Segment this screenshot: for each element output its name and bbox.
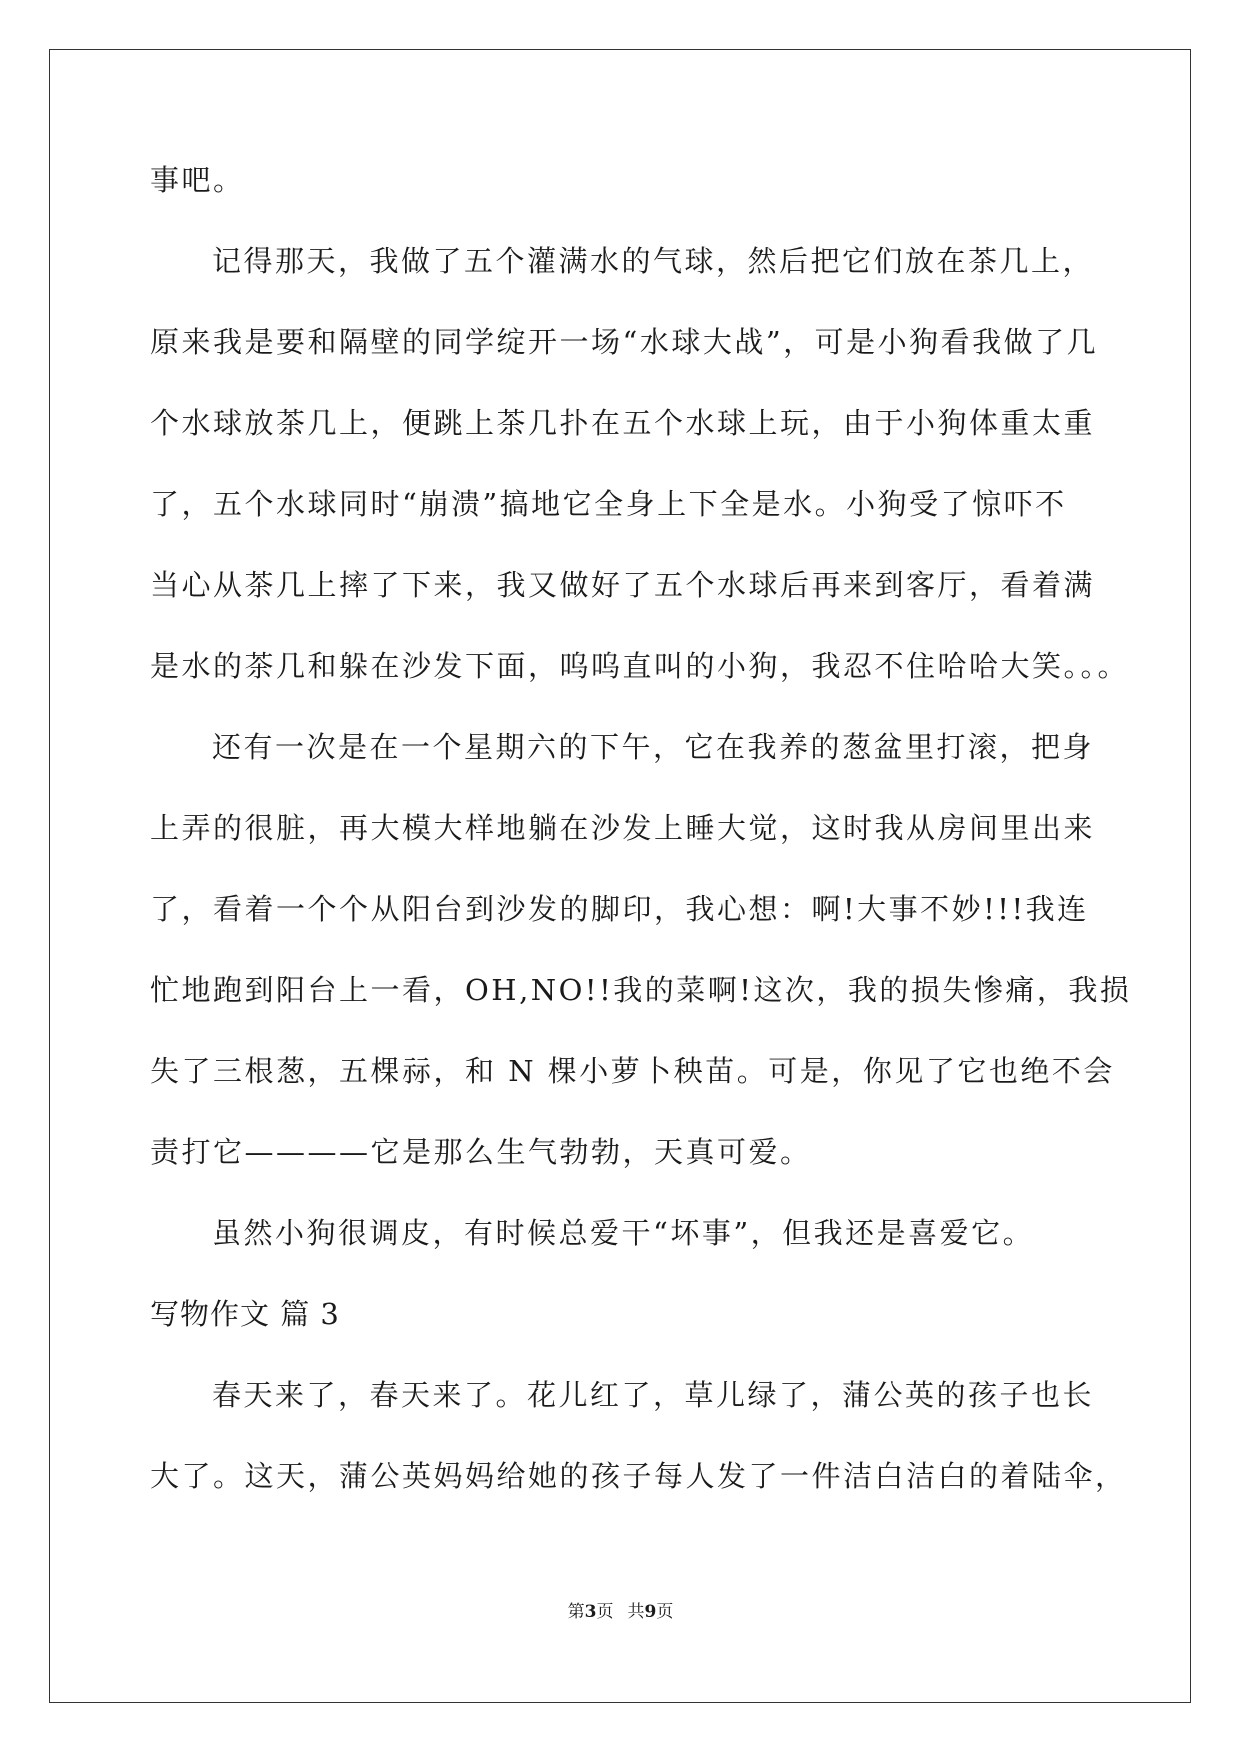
text-line: 责打它————它是那么生气勃勃，天真可爱。: [150, 1135, 812, 1169]
text-line: 忙地跑到阳台上一看，OH,NO!!我的菜啊!这次，我的损失惨痛，我损: [150, 973, 1132, 1007]
paragraph-start-line: 虽然小狗很调皮，有时候总爱干“坏事”，但我还是喜爱它。: [212, 1216, 1035, 1250]
paragraph-start-line: 还有一次是在一个星期六的下午，它在我养的葱盆里打滚，把身: [212, 730, 1095, 764]
page-number-suffix: 页: [596, 1602, 614, 1622]
page-footer: [0, 1602, 1241, 1622]
total-pages-prefix: 共: [627, 1602, 645, 1622]
text-line: 失了三根葱，五棵祘，和 N 棵小萝卜秧苗。可是，你见了它也绝不会: [150, 1054, 1115, 1088]
document-body: [150, 160, 1132, 1537]
text-line: 了，看着一个个从阳台到沙发的脚印，我心想：啊!大事不妙!!!我连: [150, 892, 1089, 926]
text-line: 上弄的很脏，再大模大样地躺在沙发上睡大觉，这时我从房间里出来: [150, 811, 1096, 845]
section-heading: 写物作文 篇 3: [150, 1297, 340, 1331]
text-line: 大了。这天，蒲公英妈妈给她的孩子每人发了一件洁白洁白的着陆伞，: [150, 1459, 1127, 1493]
current-page-number: 3: [584, 1602, 597, 1622]
total-pages-suffix: 页: [656, 1602, 674, 1622]
text-line: 个水球放茶几上，便跳上茶几扑在五个水球上玩，由于小狗体重太重: [150, 406, 1096, 440]
text-line: 是水的茶几和躲在沙发下面，呜呜直叫的小狗，我忍不住哈哈大笑。。。: [150, 649, 1130, 683]
paragraph-start-line: 记得那天，我做了五个灌满水的气球，然后把它们放在茶几上，: [212, 244, 1095, 278]
total-pages-number: 9: [644, 1602, 657, 1622]
text-line: 了，五个水球同时“崩溃”搞地它全身上下全是水。小狗受了惊吓不: [150, 487, 1067, 521]
text-line: 事吧。: [150, 163, 245, 197]
paragraph-start-line: 春天来了，春天来了。花儿红了，草儿绿了，蒲公英的孩子也长: [212, 1378, 1095, 1412]
text-line: 当心从茶几上摔了下来，我又做好了五个水球后再来到客厅，看着满: [150, 568, 1096, 602]
text-line: 原来我是要和隔壁的同学绽开一场“水球大战”，可是小狗看我做了几: [150, 325, 1099, 359]
page-number-prefix: 第: [567, 1602, 585, 1622]
